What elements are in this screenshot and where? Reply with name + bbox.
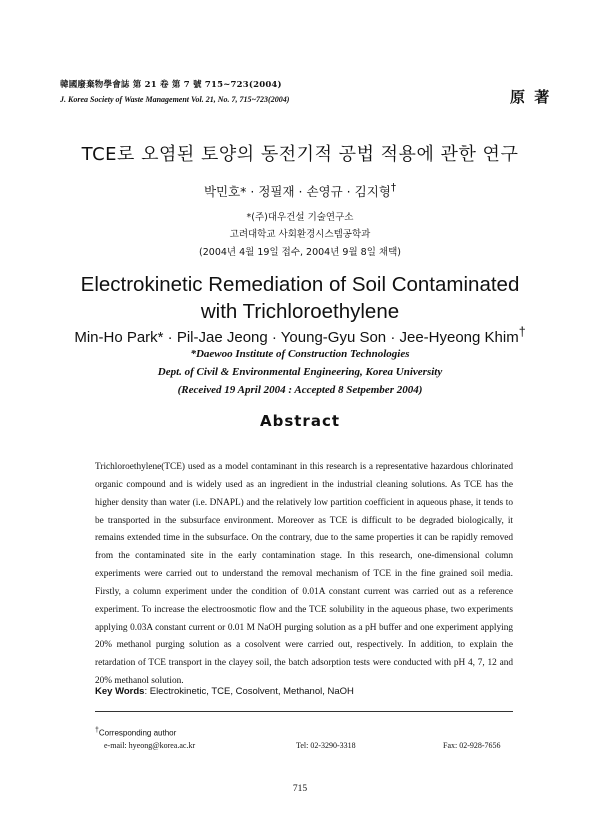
journal-citation-korean: 韓國廢棄物學會誌 第 21 卷 第 7 號 715~723(2004): [60, 80, 282, 90]
abstract-body: Trichloroethylene(TCE) used as a model contaminant in this research is a representative hazardous chlorinated organic compound and is widely used as an ingredient in the industrial cleaning solutions. As TCE has the higher density than water (i.e. DNAPL) and the relatively low partition coefficient in aqueous phase, it tends to be transported in the subsurface environment. Moreover as TCE is difficult to be degraded biologically, it remains extended time in the subsurface. On the contrary, due to the same properties it can be rapidly removed from the contaminated site in the early contamination stage. In this research, one-dimensional column experiments were carried out to understand the removal mechanism of TCE in the fine grained soil media. Firstly, a column experiment under the condition of 0.01A constant current was carried out as a reference experiment. To increase the electroosmotic flow and the TCE solubility in the aqueous phase, two experiments applying 0.03A constant current or 0.01 M NaOH purging solution as a pH buffer and one experiment applying 20% methanol purging solution as a cosolvent were carried out, respectively. In addition, to explain the retardation of TCE transport in the clayey soil, the batch adsorption tests were conducted with pH 4, 7, 12 and 20% methanol solution.: [95, 462, 513, 687]
journal-citation-english: J. Korea Society of Waste Management Vol. 21, No. 7, 715~723(2004): [60, 95, 290, 104]
keywords-label: Key Words: [95, 686, 145, 697]
english-author-names: Min-Ho Park* · Pil-Jae Jeong · Young-Gyu Son · Jee-Hyeong Khim: [74, 329, 519, 346]
korean-corresponding-mark: †: [390, 182, 397, 194]
corresponding-author-note: [95, 727, 176, 738]
korean-affiliation-2: 고려대학교 사회환경시스템공학과: [229, 229, 371, 240]
english-corresponding-mark: †: [518, 325, 526, 339]
english-authors: [0, 325, 600, 346]
korean-author-names: 박민호* · 정필재 · 손영규 · 김지형: [203, 184, 391, 200]
english-title-line-1: Electrokinetic Remediation of Soil Contaminated: [80, 273, 520, 296]
abstract-heading: Abstract: [259, 412, 341, 430]
korean-affiliation-1: *(주)대우건설 기술연구소: [246, 212, 354, 223]
korean-authors: [0, 182, 600, 200]
english-received-dates: (Received 19 April 2004 : Accepted 8 Setpember 2004): [177, 384, 423, 396]
article-type-label: 原 著: [510, 88, 552, 106]
footnote-divider: [95, 711, 513, 712]
corresponding-author-label: Corresponding author: [98, 728, 177, 738]
keywords: [95, 686, 354, 697]
english-affiliation-1: *Daewoo Institute of Construction Technologies: [190, 348, 410, 360]
contact-email: e-mail: hyeong@korea.ac.kr: [104, 741, 196, 750]
korean-received-dates: (2004년 4월 19일 접수, 2004년 9월 8일 채택): [199, 247, 401, 258]
corresponding-mark: †: [95, 727, 99, 734]
english-title: [0, 271, 600, 325]
contact-fax: Fax: 02-928-7656: [443, 741, 501, 750]
contact-tel: Tel: 02-3290-3318: [296, 741, 356, 750]
english-title-line-2: with Trichloroethylene: [200, 300, 400, 323]
page-number: 715: [292, 784, 308, 794]
keywords-text: : Electrokinetic, TCE, Cosolvent, Methanol, NaOH: [144, 686, 354, 697]
korean-title: TCE로 오염된 토양의 동전기적 공법 적용에 관한 연구: [81, 144, 519, 165]
english-affiliation-2: Dept. of Civil & Environmental Engineering, Korea University: [157, 366, 443, 378]
